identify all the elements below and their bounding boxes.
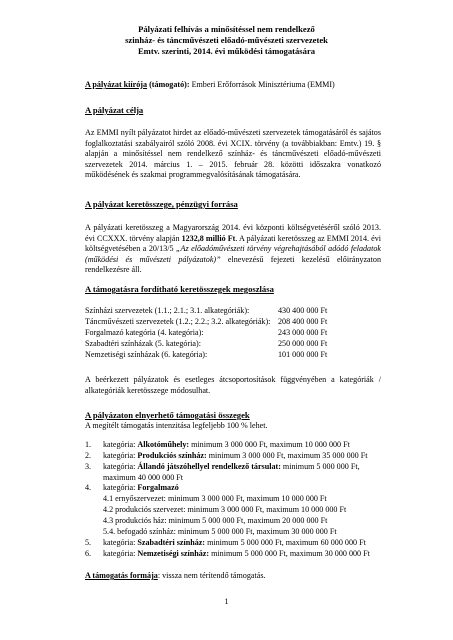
allocation-label: Nemzetiségi színházak (6. kategória): xyxy=(85,350,208,359)
budget-italic: „Az előadóművészeti törvény végrehajtásából adódó feladatok (működési és művészeti pályázatok)” xyxy=(85,244,381,264)
issuer-line xyxy=(85,80,381,91)
category-name: Állandó játszóhellyel rendelkező társulat: xyxy=(137,462,281,471)
form-line xyxy=(85,571,381,582)
allocation-label: Színházi szervezetek (1.1.; 2.1.; 3.1. alkategóriák): xyxy=(85,306,250,315)
category-name: Produkciós színház: xyxy=(137,451,207,460)
budget-amount: 1232,8 millió Ft xyxy=(181,233,236,243)
category-range: minimum 5 000 000 Ft, maximum 60 000 000 Ft xyxy=(205,538,366,547)
title-line-3: Emtv. szerinti, 2014. évi működési támogatására xyxy=(137,46,316,56)
subcategory-item: 5.4. befogadó színház: minimum 5 000 000 Ft, maximum 30 000 000 Ft xyxy=(103,527,337,536)
category-prefix: kategória: xyxy=(103,549,138,558)
budget-text-3: elnevezésű fejezeti kezelésű előirányzaton rendelkezésre áll. xyxy=(85,254,381,274)
category-range: minimum 5 000 000 Ft, maximum 30 000 000 Ft xyxy=(209,549,370,558)
page-number: 1 xyxy=(224,597,229,606)
category-number: 3. xyxy=(85,462,92,471)
goal-paragraph: Az EMMI nyílt pályázatot hirdet az előadó-művészeti szervezetek támogatásáról és sajátos foglalkoztatási szabályairól szóló 2008. évi XCIX. törvény (a továbbiakban: Emtv.) 19. § alapján a minősítéssel nem rendelkező színház- és táncművészeti előadó-művészeti szervezetek 2014. március 1. – 2015. február 28. közötti időszakra vonatkozó működésének és szakmai programmegvalósításának támogatására. xyxy=(85,128,381,179)
subcategory-item: 4.3 produkciós ház: minimum 5 000 000 Ft, maximum 20 000 000 Ft xyxy=(103,516,328,525)
allocation-value: 243 000 000 Ft xyxy=(278,328,328,337)
allocation-label: Szabadtéri színházak (5. kategória): xyxy=(85,339,201,348)
allocation-label: Táncművészeti szervezetek (1.2.; 2.2.; 3.2. alkategóriák): xyxy=(85,317,271,326)
subcategory-item: 4.2 produkciós szervezet: minimum 3 000 000 Ft, maximum 10 000 000 Ft xyxy=(103,505,347,514)
category-number: 4. xyxy=(85,483,92,492)
category-prefix: kategória: xyxy=(103,483,138,492)
category-range: minimum 3 000 000 Ft, maximum 10 000 000 Ft xyxy=(189,440,350,449)
document-title xyxy=(60,24,393,57)
category-number: 1. xyxy=(85,440,92,449)
category-name: Szabadtéri színház: xyxy=(137,538,206,547)
goal-heading: A pályázat célja xyxy=(85,105,144,115)
title-line-2: szinház- és táncművészeti előadó-művészeti szervezetek xyxy=(125,35,328,45)
allocation-value: 250 000 000 Ft xyxy=(278,339,328,348)
title-line-1: Pályázati felhívás a minősítéssel nem rendelkező xyxy=(138,24,315,34)
category-prefix: kategória: xyxy=(103,538,138,547)
issuer-label: A pályázat kiírója xyxy=(85,80,148,89)
category-prefix: kategória: xyxy=(103,462,138,471)
category-range: minimum 5 000 000 Ft, maximum 40 000 000 Ft xyxy=(103,462,360,482)
allocation-value: 101 000 000 Ft xyxy=(278,350,328,359)
allocation-label: Forgalmazó kategória (4. kategória): xyxy=(85,328,204,337)
category-prefix: kategória: xyxy=(103,451,138,460)
allocation-note: A beérkezett pályázatok és esetleges átcsoportosítások függvényében a kategóriák / alkategóriák keretösszege módosulhat. xyxy=(85,375,381,395)
subcategory-item: 4.1 ernyőszervezet: minimum 3 000 000 Ft, maximum 10 000 000 Ft xyxy=(103,494,327,503)
budget-text-1: A pályázati keretösszeg a Magyarország 2014. évi központi költségvetéséről szóló 2013. évi CCXXX. törvény alapján xyxy=(85,223,381,243)
issuer-suffix: (támogató): xyxy=(147,80,190,89)
category-number: 2. xyxy=(85,451,92,460)
issuer-value: Emberi Erőforrások Minisztériuma (EMMI) xyxy=(189,80,335,89)
budget-paragraph xyxy=(85,223,381,276)
budget-heading: A pályázat keretösszege, pénzügyi forrása xyxy=(85,199,238,209)
category-prefix: kategória: xyxy=(103,440,138,449)
amounts-intro: A megítélt támogatás intenzitása legfeljebb 100 % lehet. xyxy=(85,421,268,430)
category-name: Nemzetiségi színház: xyxy=(137,549,210,558)
category-number: 5. xyxy=(85,538,92,547)
form-label: A támogatás formája xyxy=(85,571,158,580)
form-text: : vissza nem térítendő támogatás. xyxy=(157,571,266,580)
category-name: Forgalmazó xyxy=(137,483,179,492)
category-number: 6. xyxy=(85,549,92,558)
allocation-value: 208 400 000 Ft xyxy=(278,317,328,326)
budget-text-2: . A pályázati keretösszeg az EMMI 2014. évi költségvetésében a 20/13/5 xyxy=(85,233,381,253)
allocation-value: 430 400 000 Ft xyxy=(278,306,328,315)
category-range: minimum 3 000 000 Ft, maximum 35 000 000 Ft xyxy=(206,451,368,460)
allocation-heading: A támogatásra fordítható keretösszegek megoszlása xyxy=(85,284,274,294)
category-name: Alkotóműhely: xyxy=(137,440,190,449)
amounts-heading: A pályázaton elnyerhető támogatási összegek xyxy=(85,410,250,420)
